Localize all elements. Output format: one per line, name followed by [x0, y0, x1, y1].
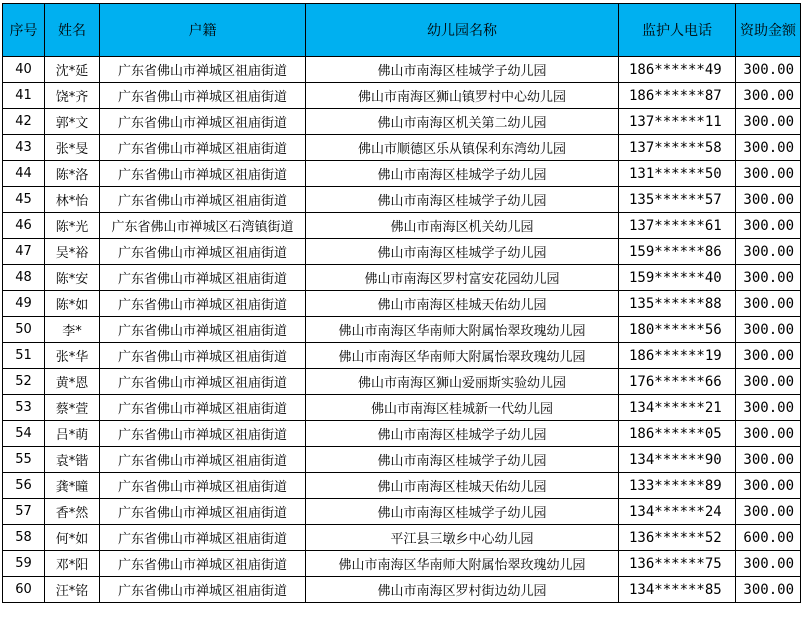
table-row: [3, 161, 801, 187]
cell-seq[interactable]: 59: [3, 551, 45, 577]
cell-hukou[interactable]: 广东省佛山市禅城区祖庙街道: [100, 395, 306, 421]
cell-phone[interactable]: 137******11: [619, 109, 736, 135]
cell-seq[interactable]: 46: [3, 213, 45, 239]
cell-seq[interactable]: 40: [3, 57, 45, 83]
cell-amount[interactable]: 300.00: [736, 83, 801, 109]
cell-hukou[interactable]: 广东省佛山市禅城区祖庙街道: [100, 577, 306, 603]
cell-name[interactable]: 陈*如: [45, 291, 100, 317]
cell-seq[interactable]: 57: [3, 499, 45, 525]
cell-name[interactable]: 蔡*萱: [45, 395, 100, 421]
cell-name[interactable]: 汪*铭: [45, 577, 100, 603]
header-hukou[interactable]: 户籍: [100, 4, 306, 57]
cell-kindergarten[interactable]: 佛山市顺德区乐从镇保利东湾幼儿园: [306, 135, 619, 161]
header-row: [3, 4, 801, 57]
cell-hukou[interactable]: 广东省佛山市禅城区祖庙街道: [100, 317, 306, 343]
table-row: [3, 395, 801, 421]
table-body: [3, 57, 801, 603]
cell-amount[interactable]: 300.00: [736, 499, 801, 525]
cell-amount[interactable]: 300.00: [736, 447, 801, 473]
table-row: [3, 447, 801, 473]
header-phone[interactable]: 监护人电话: [619, 4, 736, 57]
cell-phone[interactable]: 136******75: [619, 551, 736, 577]
cell-seq[interactable]: 56: [3, 473, 45, 499]
cell-seq[interactable]: 52: [3, 369, 45, 395]
cell-kindergarten[interactable]: 佛山市南海区桂城学子幼儿园: [306, 421, 619, 447]
cell-kindergarten[interactable]: 佛山市南海区桂城学子幼儿园: [306, 499, 619, 525]
cell-phone[interactable]: 135******57: [619, 187, 736, 213]
header-name[interactable]: 姓名: [45, 4, 100, 57]
cell-hukou[interactable]: 广东省佛山市禅城区祖庙街道: [100, 473, 306, 499]
cell-hukou[interactable]: 广东省佛山市禅城区祖庙街道: [100, 343, 306, 369]
cell-kindergarten[interactable]: 平江县三墩乡中心幼儿园: [306, 525, 619, 551]
cell-phone[interactable]: 136******52: [619, 525, 736, 551]
cell-amount[interactable]: 300.00: [736, 317, 801, 343]
cell-amount[interactable]: 300.00: [736, 421, 801, 447]
cell-amount[interactable]: 300.00: [736, 291, 801, 317]
cell-phone[interactable]: 134******24: [619, 499, 736, 525]
cell-phone[interactable]: 186******19: [619, 343, 736, 369]
cell-kindergarten[interactable]: 佛山市南海区罗村街边幼儿园: [306, 577, 619, 603]
cell-phone[interactable]: 137******58: [619, 135, 736, 161]
cell-seq[interactable]: 60: [3, 577, 45, 603]
cell-kindergarten[interactable]: 佛山市南海区狮山爱丽斯实验幼儿园: [306, 369, 619, 395]
cell-name[interactable]: 黄*恩: [45, 369, 100, 395]
cell-name[interactable]: 何*如: [45, 525, 100, 551]
cell-amount[interactable]: 300.00: [736, 473, 801, 499]
table-row: [3, 291, 801, 317]
cell-phone[interactable]: 186******49: [619, 57, 736, 83]
cell-kindergarten[interactable]: 佛山市南海区桂城天佑幼儿园: [306, 291, 619, 317]
cell-seq[interactable]: 51: [3, 343, 45, 369]
cell-kindergarten[interactable]: 佛山市南海区桂城学子幼儿园: [306, 187, 619, 213]
cell-amount[interactable]: 300.00: [736, 161, 801, 187]
cell-hukou[interactable]: 广东省佛山市禅城区祖庙街道: [100, 421, 306, 447]
subsidy-table: [2, 3, 801, 603]
table-row: [3, 343, 801, 369]
cell-amount[interactable]: 300.00: [736, 343, 801, 369]
cell-hukou[interactable]: 广东省佛山市禅城区祖庙街道: [100, 447, 306, 473]
cell-hukou[interactable]: 广东省佛山市禅城区祖庙街道: [100, 525, 306, 551]
cell-name[interactable]: 邓*阳: [45, 551, 100, 577]
cell-seq[interactable]: 58: [3, 525, 45, 551]
table-row: [3, 317, 801, 343]
cell-phone[interactable]: 134******85: [619, 577, 736, 603]
cell-hukou[interactable]: 广东省佛山市禅城区祖庙街道: [100, 239, 306, 265]
table-row: [3, 265, 801, 291]
table-row: [3, 57, 801, 83]
header-kindergarten[interactable]: 幼儿园名称: [306, 4, 619, 57]
cell-amount[interactable]: 300.00: [736, 213, 801, 239]
cell-kindergarten[interactable]: 佛山市南海区桂城学子幼儿园: [306, 161, 619, 187]
cell-amount[interactable]: 300.00: [736, 57, 801, 83]
cell-name[interactable]: 李*: [45, 317, 100, 343]
cell-phone[interactable]: 133******89: [619, 473, 736, 499]
cell-hukou[interactable]: 广东省佛山市禅城区祖庙街道: [100, 291, 306, 317]
cell-name[interactable]: 香*然: [45, 499, 100, 525]
cell-hukou[interactable]: 广东省佛山市禅城区祖庙街道: [100, 551, 306, 577]
cell-phone[interactable]: 131******50: [619, 161, 736, 187]
cell-amount[interactable]: 600.00: [736, 525, 801, 551]
cell-kindergarten[interactable]: 佛山市南海区机关幼儿园: [306, 213, 619, 239]
cell-amount[interactable]: 300.00: [736, 135, 801, 161]
cell-name[interactable]: 龚*曈: [45, 473, 100, 499]
cell-phone[interactable]: 180******56: [619, 317, 736, 343]
cell-kindergarten[interactable]: 佛山市南海区桂城学子幼儿园: [306, 57, 619, 83]
table-row: [3, 577, 801, 603]
spreadsheet: [2, 3, 801, 603]
cell-name[interactable]: 张*旻: [45, 135, 100, 161]
cell-name[interactable]: 张*华: [45, 343, 100, 369]
cell-phone[interactable]: 186******87: [619, 83, 736, 109]
cell-kindergarten[interactable]: 佛山市南海区桂城天佑幼儿园: [306, 473, 619, 499]
header-seq[interactable]: 序号: [3, 4, 45, 57]
cell-phone[interactable]: 186******05: [619, 421, 736, 447]
cell-hukou[interactable]: 广东省佛山市禅城区祖庙街道: [100, 369, 306, 395]
cell-kindergarten[interactable]: 佛山市南海区华南师大附属怡翠玫瑰幼儿园: [306, 317, 619, 343]
cell-hukou[interactable]: 广东省佛山市禅城区祖庙街道: [100, 57, 306, 83]
cell-amount[interactable]: 300.00: [736, 187, 801, 213]
table-row: [3, 239, 801, 265]
cell-seq[interactable]: 42: [3, 109, 45, 135]
cell-kindergarten[interactable]: 佛山市南海区狮山镇罗村中心幼儿园: [306, 83, 619, 109]
cell-hukou[interactable]: 广东省佛山市禅城区祖庙街道: [100, 265, 306, 291]
cell-hukou[interactable]: 广东省佛山市禅城区祖庙街道: [100, 83, 306, 109]
cell-hukou[interactable]: 广东省佛山市禅城区祖庙街道: [100, 499, 306, 525]
cell-hukou[interactable]: 广东省佛山市禅城区祖庙街道: [100, 109, 306, 135]
table-row: [3, 109, 801, 135]
cell-phone[interactable]: 135******88: [619, 291, 736, 317]
cell-seq[interactable]: 43: [3, 135, 45, 161]
cell-amount[interactable]: 300.00: [736, 395, 801, 421]
cell-amount[interactable]: 300.00: [736, 369, 801, 395]
cell-name[interactable]: 沈*延: [45, 57, 100, 83]
cell-seq[interactable]: 44: [3, 161, 45, 187]
cell-amount[interactable]: 300.00: [736, 577, 801, 603]
table-row: [3, 551, 801, 577]
cell-seq[interactable]: 47: [3, 239, 45, 265]
cell-seq[interactable]: 49: [3, 291, 45, 317]
cell-amount[interactable]: 300.00: [736, 239, 801, 265]
cell-phone[interactable]: 134******90: [619, 447, 736, 473]
cell-kindergarten[interactable]: 佛山市南海区罗村富安花园幼儿园: [306, 265, 619, 291]
cell-phone[interactable]: 159******86: [619, 239, 736, 265]
table-row: [3, 135, 801, 161]
cell-seq[interactable]: 50: [3, 317, 45, 343]
cell-amount[interactable]: 300.00: [736, 265, 801, 291]
cell-seq[interactable]: 54: [3, 421, 45, 447]
cell-hukou[interactable]: 广东省佛山市禅城区石湾镇街道: [100, 213, 306, 239]
cell-kindergarten[interactable]: 佛山市南海区机关第二幼儿园: [306, 109, 619, 135]
table-row: [3, 213, 801, 239]
cell-phone[interactable]: 137******61: [619, 213, 736, 239]
cell-phone[interactable]: 159******40: [619, 265, 736, 291]
cell-name[interactable]: 吕*萌: [45, 421, 100, 447]
cell-seq[interactable]: 41: [3, 83, 45, 109]
table-row: [3, 421, 801, 447]
cell-name[interactable]: 郭*文: [45, 109, 100, 135]
cell-phone[interactable]: 176******66: [619, 369, 736, 395]
cell-phone[interactable]: 134******21: [619, 395, 736, 421]
cell-name[interactable]: 袁*锴: [45, 447, 100, 473]
table-row: [3, 187, 801, 213]
cell-kindergarten[interactable]: 佛山市南海区桂城学子幼儿园: [306, 447, 619, 473]
cell-seq[interactable]: 48: [3, 265, 45, 291]
cell-hukou[interactable]: 广东省佛山市禅城区祖庙街道: [100, 187, 306, 213]
table-row: [3, 473, 801, 499]
cell-kindergarten[interactable]: 佛山市南海区华南师大附属怡翠玫瑰幼儿园: [306, 343, 619, 369]
cell-name[interactable]: 饶*齐: [45, 83, 100, 109]
cell-name[interactable]: 陈*安: [45, 265, 100, 291]
cell-name[interactable]: 林*怡: [45, 187, 100, 213]
cell-seq[interactable]: 53: [3, 395, 45, 421]
table-row: [3, 499, 801, 525]
table-row: [3, 525, 801, 551]
table-row: [3, 369, 801, 395]
cell-name[interactable]: 吴*裕: [45, 239, 100, 265]
cell-hukou[interactable]: 广东省佛山市禅城区祖庙街道: [100, 135, 306, 161]
header-amount[interactable]: 资助金额: [736, 4, 801, 57]
cell-amount[interactable]: 300.00: [736, 109, 801, 135]
cell-amount[interactable]: 300.00: [736, 551, 801, 577]
cell-seq[interactable]: 55: [3, 447, 45, 473]
table-row: [3, 83, 801, 109]
cell-seq[interactable]: 45: [3, 187, 45, 213]
cell-name[interactable]: 陈*洛: [45, 161, 100, 187]
cell-kindergarten[interactable]: 佛山市南海区桂城学子幼儿园: [306, 239, 619, 265]
cell-hukou[interactable]: 广东省佛山市禅城区祖庙街道: [100, 161, 306, 187]
cell-kindergarten[interactable]: 佛山市南海区桂城新一代幼儿园: [306, 395, 619, 421]
cell-name[interactable]: 陈*光: [45, 213, 100, 239]
cell-kindergarten[interactable]: 佛山市南海区华南师大附属怡翠玫瑰幼儿园: [306, 551, 619, 577]
